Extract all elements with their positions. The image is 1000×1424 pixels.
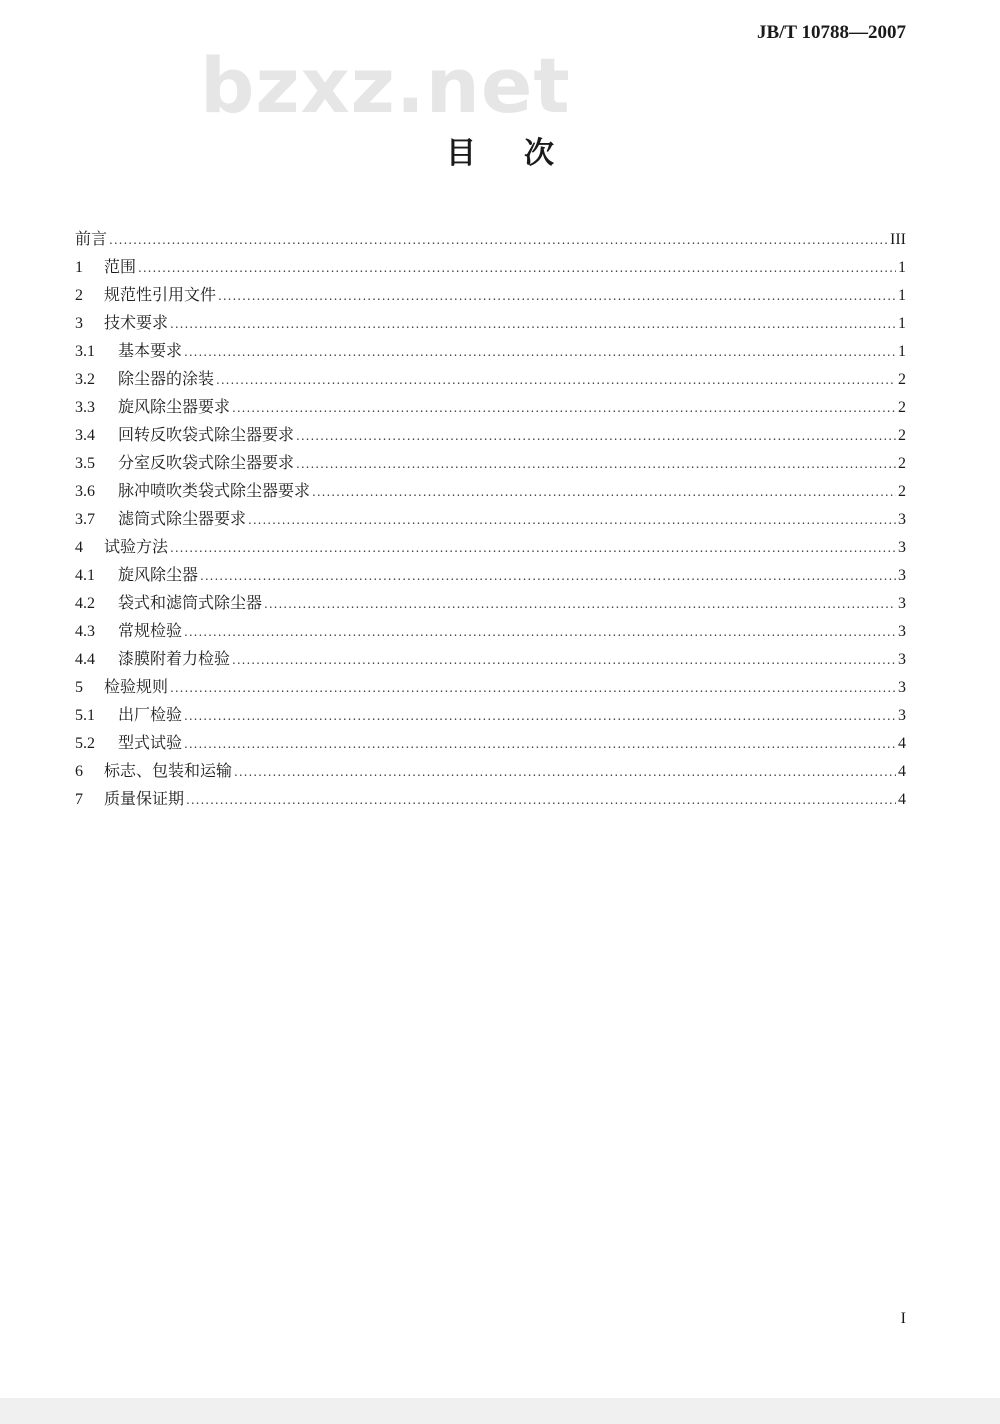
toc-entry-page: III	[890, 231, 906, 248]
leader-dots	[184, 625, 896, 639]
leader-dots	[109, 233, 888, 247]
toc-entry-label: 基本要求	[118, 341, 183, 360]
toc-entry-number: 2	[75, 287, 83, 304]
toc-entry-number: 4	[75, 539, 83, 556]
leader-dots	[216, 373, 896, 387]
toc-entry-label: 分室反吹袋式除尘器要求	[118, 453, 295, 472]
leader-dots	[184, 345, 896, 359]
toc-entry-label: 漆膜附着力检验	[118, 649, 231, 668]
leader-dots	[184, 737, 896, 751]
toc-entry-number: 3.7	[75, 511, 95, 528]
toc-entry[interactable]	[75, 338, 906, 366]
leader-dots	[200, 569, 896, 583]
leader-dots	[138, 261, 896, 275]
leader-dots	[234, 765, 896, 779]
toc-entry-label: 技术要求	[104, 313, 169, 332]
toc-entry[interactable]	[75, 562, 906, 590]
watermark: bzxz.net	[200, 41, 571, 130]
toc-entry-page: 2	[898, 483, 906, 500]
toc-entry-number: 5.2	[75, 735, 95, 752]
page-number: I	[900, 1310, 906, 1327]
toc-entry-page: 1	[898, 315, 906, 332]
leader-dots	[184, 709, 896, 723]
toc-entry-number: 3.3	[75, 399, 95, 416]
toc-entry-page: 3	[898, 567, 906, 584]
toc-entry-label: 回转反吹袋式除尘器要求	[118, 425, 295, 444]
toc-entry-label: 出厂检验	[118, 705, 183, 724]
leader-dots	[170, 317, 896, 331]
toc-entry-label: 脉冲喷吹类袋式除尘器要求	[118, 481, 311, 500]
bottom-band	[0, 1398, 1000, 1424]
toc-entry-number: 3.2	[75, 371, 95, 388]
toc-entry-number: 4.4	[75, 651, 95, 668]
toc-entry-page: 3	[898, 651, 906, 668]
toc-entry-page: 1	[898, 259, 906, 276]
toc-entry-page: 2	[898, 427, 906, 444]
toc-entry-number: 3.5	[75, 455, 95, 472]
toc-entry[interactable]	[75, 254, 906, 282]
leader-dots	[170, 541, 896, 555]
toc-entry-label: 前言	[75, 229, 108, 248]
toc-entry[interactable]	[75, 674, 906, 702]
toc-entry-number: 3.1	[75, 343, 95, 360]
toc-entry-page: 2	[898, 371, 906, 388]
toc-entry[interactable]	[75, 590, 906, 618]
toc-entry-label: 检验规则	[104, 677, 169, 696]
toc-entry-number: 7	[75, 791, 83, 808]
toc-entry-page: 3	[898, 511, 906, 528]
toc-entry[interactable]	[75, 282, 906, 310]
toc-entry-page: 1	[898, 343, 906, 360]
toc-entry[interactable]	[75, 618, 906, 646]
toc-entry[interactable]	[75, 366, 906, 394]
toc-entry-label: 型式试验	[118, 733, 183, 752]
toc-entry-label: 除尘器的涂装	[118, 369, 215, 388]
leader-dots	[248, 513, 896, 527]
toc-entry[interactable]	[75, 534, 906, 562]
page-title: 目次	[446, 136, 602, 171]
leader-dots	[296, 429, 896, 443]
toc-entry-page: 3	[898, 623, 906, 640]
leader-dots	[312, 485, 896, 499]
standard-number: JB/T 10788—2007	[756, 22, 906, 43]
toc-entry[interactable]	[75, 478, 906, 506]
leader-dots	[232, 401, 896, 415]
toc-entry-label: 范围	[104, 257, 137, 276]
toc-entry[interactable]	[75, 310, 906, 338]
leader-dots	[218, 289, 896, 303]
toc-entry-number: 5.1	[75, 707, 95, 724]
toc-entry-label: 质量保证期	[104, 789, 185, 808]
toc-entry-number: 1	[75, 259, 83, 276]
leader-dots	[232, 653, 896, 667]
toc-entry-label: 常规检验	[118, 621, 183, 640]
table-of-contents	[75, 226, 906, 814]
toc-entry-label: 袋式和滤筒式除尘器	[118, 593, 263, 612]
toc-entry-label: 规范性引用文件	[104, 285, 217, 304]
toc-entry-page: 3	[898, 539, 906, 556]
leader-dots	[264, 597, 896, 611]
toc-entry-number: 4.2	[75, 595, 95, 612]
toc-entry[interactable]	[75, 646, 906, 674]
toc-entry-number: 3	[75, 315, 83, 332]
toc-entry-page: 3	[898, 707, 906, 724]
toc-entry-number: 5	[75, 679, 83, 696]
toc-entry-page: 2	[898, 399, 906, 416]
toc-entry[interactable]	[75, 730, 906, 758]
toc-entry-label: 滤筒式除尘器要求	[118, 509, 247, 528]
toc-entry[interactable]	[75, 226, 906, 254]
toc-entry-number: 3.4	[75, 427, 95, 444]
toc-entry-number: 6	[75, 763, 83, 780]
toc-entry-label: 旋风除尘器	[118, 565, 199, 584]
toc-entry[interactable]	[75, 702, 906, 730]
toc-entry-page: 1	[898, 287, 906, 304]
toc-entry-page: 4	[898, 735, 906, 752]
toc-entry-page: 4	[898, 791, 906, 808]
toc-entry[interactable]	[75, 422, 906, 450]
toc-entry-page: 2	[898, 455, 906, 472]
toc-entry-number: 3.6	[75, 483, 95, 500]
toc-entry-number: 4.3	[75, 623, 95, 640]
toc-entry[interactable]	[75, 394, 906, 422]
toc-entry[interactable]	[75, 786, 906, 814]
toc-entry-page: 3	[898, 595, 906, 612]
leader-dots	[186, 793, 896, 807]
toc-entry-label: 试验方法	[104, 537, 169, 556]
toc-entry[interactable]	[75, 506, 906, 534]
toc-entry-label: 标志、包装和运输	[104, 761, 233, 780]
toc-entry-page: 3	[898, 679, 906, 696]
toc-entry-number: 4.1	[75, 567, 95, 584]
leader-dots	[296, 457, 896, 471]
toc-entry[interactable]	[75, 450, 906, 478]
toc-entry[interactable]	[75, 758, 906, 786]
leader-dots	[170, 681, 896, 695]
toc-entry-label: 旋风除尘器要求	[118, 397, 231, 416]
toc-entry-page: 4	[898, 763, 906, 780]
